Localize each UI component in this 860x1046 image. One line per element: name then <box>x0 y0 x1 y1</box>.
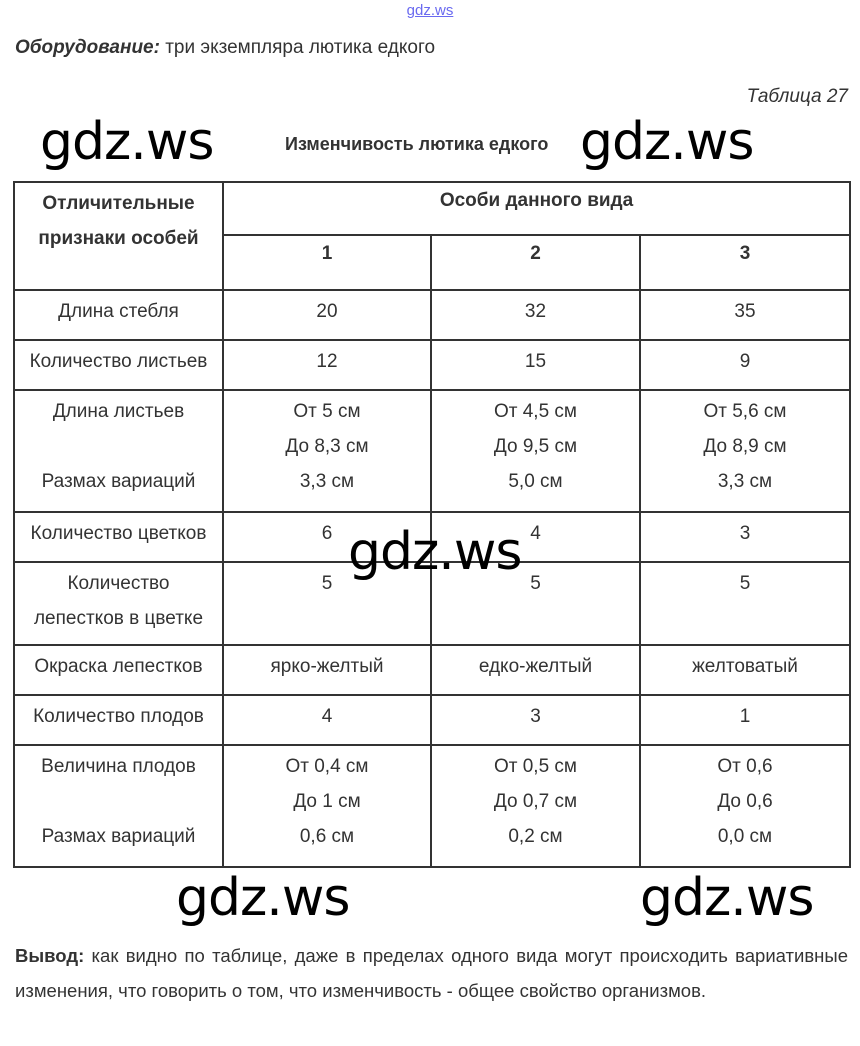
table-cell: 5 <box>431 562 640 645</box>
table-cell: 5 <box>223 562 431 645</box>
row-label-stem-length: Длина стебля <box>14 290 223 340</box>
cell-to: До 0,6 <box>717 791 773 812</box>
header-features-line1: Отличительные <box>42 193 195 214</box>
conclusion-paragraph <box>15 938 848 1008</box>
equipment-text: три экземпляра лютика едкого <box>159 37 436 58</box>
petal-count-label-line1: Количество <box>67 573 170 594</box>
table-cell: ярко-желтый <box>223 645 431 695</box>
table-cell: 32 <box>431 290 640 340</box>
table-row <box>14 390 850 512</box>
table-cell: 4 <box>223 695 431 745</box>
table-title: Изменчивость лютика едкого <box>285 134 549 154</box>
row-label-leaf-length <box>14 390 223 512</box>
table-row <box>14 290 850 340</box>
table-cell: 20 <box>223 290 431 340</box>
table-cell: 3 <box>431 695 640 745</box>
individual-number-2: 2 <box>431 235 640 290</box>
watermark: gdz.ws <box>40 112 214 172</box>
table-cell: 15 <box>431 340 640 390</box>
table-cell <box>223 745 431 867</box>
row-label-flower-count: Количество цветков <box>14 512 223 562</box>
table-row <box>14 645 850 695</box>
table-cell: 12 <box>223 340 431 390</box>
table-cell: едко-желтый <box>431 645 640 695</box>
cell-to: До 8,9 см <box>703 436 787 457</box>
leaf-length-label: Длина листьев <box>52 401 185 422</box>
watermark: gdz.ws <box>640 868 814 928</box>
cell-range: 0,6 см <box>299 826 355 847</box>
cell-range: 5,0 см <box>508 471 563 492</box>
table-row <box>14 340 850 390</box>
cell-from: От 5,6 см <box>703 401 787 422</box>
table-cell <box>431 390 640 512</box>
cell-range: 0,2 см <box>508 826 563 847</box>
table-cell: желтоватый <box>640 645 850 695</box>
row-label-petal-color: Окраска лепестков <box>14 645 223 695</box>
watermark: gdz.ws <box>580 112 754 172</box>
cell-from: От 0,6 <box>717 756 773 777</box>
fruit-size-label: Величина плодов <box>41 756 196 777</box>
leaf-length-range-label: Размах вариаций <box>41 471 196 492</box>
table-header-row <box>14 182 850 235</box>
header-individuals: Особи данного вида <box>223 182 850 235</box>
watermark-link[interactable]: gdz.ws <box>406 2 454 19</box>
equipment-line <box>15 37 435 59</box>
table-row <box>14 695 850 745</box>
table-cell: 4 <box>431 512 640 562</box>
conclusion-label: Вывод: <box>15 945 85 966</box>
row-label-leaf-count: Количество листьев <box>14 340 223 390</box>
cell-to: До 0,7 см <box>493 791 578 812</box>
header-features-cell <box>14 182 223 290</box>
table-cell: 35 <box>640 290 850 340</box>
cell-from: От 4,5 см <box>493 401 577 422</box>
individual-number-3: 3 <box>640 235 850 290</box>
table-cell <box>223 390 431 512</box>
cell-range: 3,3 см <box>717 471 773 492</box>
cell-to: До 1 см <box>293 791 361 812</box>
table-cell: 6 <box>223 512 431 562</box>
table-cell: 1 <box>640 695 850 745</box>
row-label-petal-count <box>14 562 223 645</box>
table-cell <box>640 745 850 867</box>
watermark: gdz.ws <box>348 522 522 582</box>
cell-range: 3,3 см <box>299 471 355 492</box>
table-cell <box>431 745 640 867</box>
equipment-label: Оборудование: <box>15 37 160 58</box>
table-cell: 9 <box>640 340 850 390</box>
row-label-fruit-count: Количество плодов <box>14 695 223 745</box>
cell-from: От 5 см <box>293 401 361 422</box>
fruit-size-range-label: Размах вариаций <box>41 826 196 847</box>
table-number: Таблица 27 <box>746 86 848 107</box>
cell-from: От 0,4 см <box>285 756 369 777</box>
table-cell: 3 <box>640 512 850 562</box>
header-features-line2: признаки особей <box>38 228 199 249</box>
cell-to: До 9,5 см <box>493 436 578 457</box>
row-label-fruit-size <box>14 745 223 867</box>
cell-from: От 0,5 см <box>493 756 577 777</box>
cell-range: 0,0 см <box>717 826 773 847</box>
individual-number-1: 1 <box>223 235 431 290</box>
table-cell <box>640 390 850 512</box>
table-row <box>14 745 850 867</box>
table-cell: 5 <box>640 562 850 645</box>
cell-to: До 8,3 см <box>285 436 369 457</box>
petal-count-label-line2: лепестков в цветке <box>33 608 204 629</box>
conclusion-text: как видно по таблице, даже в пределах одного вида могут происходить вариативные изменения, что говорить о том, что изменчивость - общее свойство организмов. <box>15 945 848 1001</box>
watermark: gdz.ws <box>176 868 350 928</box>
